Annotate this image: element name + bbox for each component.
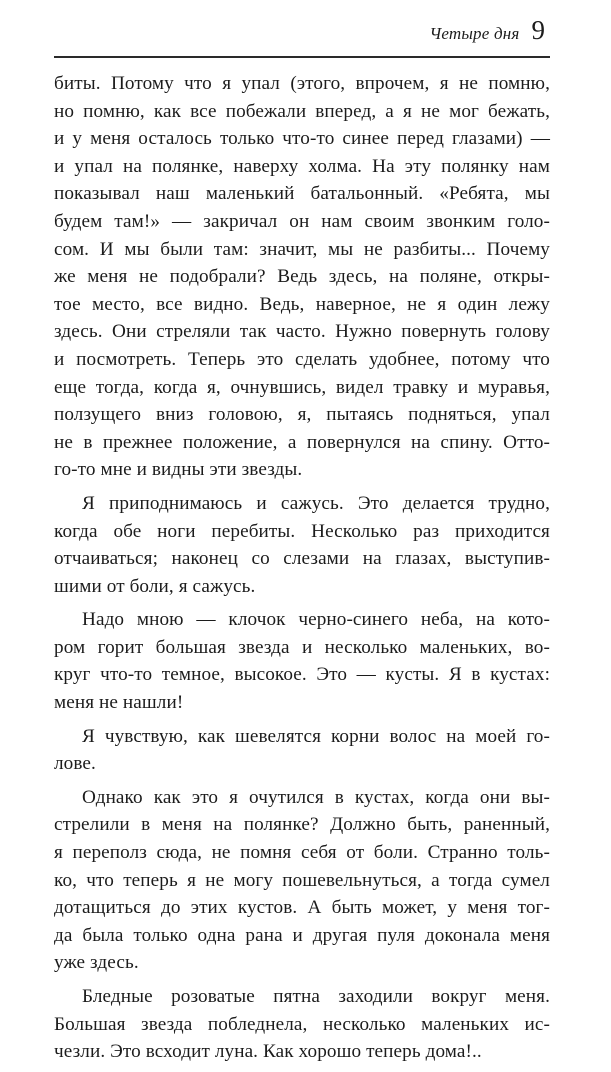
- page-number: 9: [531, 15, 545, 45]
- body-text: [54, 70, 550, 1072]
- running-head: [429, 17, 545, 44]
- text-line: Надо мною — клочок черно-синего неба, на кото-: [82, 609, 550, 631]
- text-line: круг что-то темное, высокое. Это — кусты. Я в кустах:: [54, 664, 550, 686]
- paragraph: [54, 983, 550, 1066]
- paragraph: [54, 723, 550, 778]
- text-line: ром горит большая звезда и несколько маленьких, во-: [54, 636, 550, 658]
- paragraph: [54, 784, 550, 977]
- text-line: меня не нашли!: [54, 692, 184, 714]
- text-line: дотащиться до этих кустов. А быть может, у меня тог-: [54, 897, 550, 919]
- text-line: не в прежнее положение, а повернулся на спину. Отто-: [54, 431, 550, 453]
- text-line: Большая звезда побледнела, несколько маленьких ис-: [54, 1013, 550, 1035]
- text-line: Я чувствую, как шевелятся корни волос на моей го-: [82, 725, 550, 747]
- text-line: тое место, все видно. Ведь, наверное, не я один лежу: [54, 293, 550, 315]
- text-line: Однако как это я очутился в кустах, когда они вы-: [82, 786, 550, 808]
- text-line: ко, что теперь я не могу пошевельнуться, а тогда сумел: [54, 869, 550, 891]
- text-line: будем там!» — закричал он нам своим звонким голо-: [54, 210, 550, 232]
- text-line: еще тогда, когда я, очнувшись, видел травку и муравья,: [54, 376, 550, 398]
- text-line: го-то мне и видны эти звезды.: [54, 459, 303, 481]
- text-line: показывал наш маленький батальонный. «Ребята, мы: [54, 183, 550, 205]
- text-line: я переполз сюда, не помня себя от боли. Странно толь-: [54, 842, 550, 864]
- text-line: да была только одна рана и другая пуля доконала меня: [54, 924, 550, 946]
- text-line: же меня не подобрали? Ведь здесь, на поляне, откры-: [54, 266, 550, 288]
- text-line: стрелили в меня на полянке? Должно быть, раненный,: [54, 814, 550, 836]
- paragraph: [54, 70, 550, 484]
- text-line: но помню, как все побежали вперед, а я не мог бежать,: [54, 100, 550, 122]
- text-line: ползущего вниз головою, я, пытаясь подняться, упал: [54, 404, 550, 426]
- text-line: Я приподнимаюсь и сажусь. Это делается трудно,: [82, 492, 550, 514]
- text-line: чезли. Это всходит луна. Как хорошо теперь дома!..: [54, 1041, 482, 1063]
- text-line: здесь. Они стреляли так часто. Нужно повернуть голову: [54, 321, 550, 343]
- paragraph: [54, 490, 550, 600]
- text-line: отчаиваться; наконец со слезами на глазах, выступив-: [54, 548, 550, 570]
- text-line: и посмотреть. Теперь это сделать удобнее, потому что: [54, 348, 550, 370]
- text-line: сом. И мы были там: значит, мы не разбиты... Почему: [54, 238, 550, 260]
- text-line: лове.: [54, 753, 96, 775]
- text-line: когда обе ноги перебиты. Несколько раз приходится: [54, 520, 550, 542]
- running-title: Четыре дня: [429, 24, 520, 43]
- text-line: Бледные розоватые пятна заходили вокруг меня.: [82, 986, 550, 1007]
- header-rule: [54, 56, 550, 58]
- text-line: биты. Потому что я упал (этого, впрочем, я не помню,: [54, 73, 550, 94]
- text-line: и упал на полянке, наверху холма. На эту полянку нам: [54, 155, 550, 177]
- text-line: и у меня осталось только что-то синее перед глазами) —: [54, 128, 550, 150]
- text-line: шими от боли, я сажусь.: [54, 575, 256, 597]
- paragraph: [54, 606, 550, 716]
- text-line: уже здесь.: [54, 952, 139, 974]
